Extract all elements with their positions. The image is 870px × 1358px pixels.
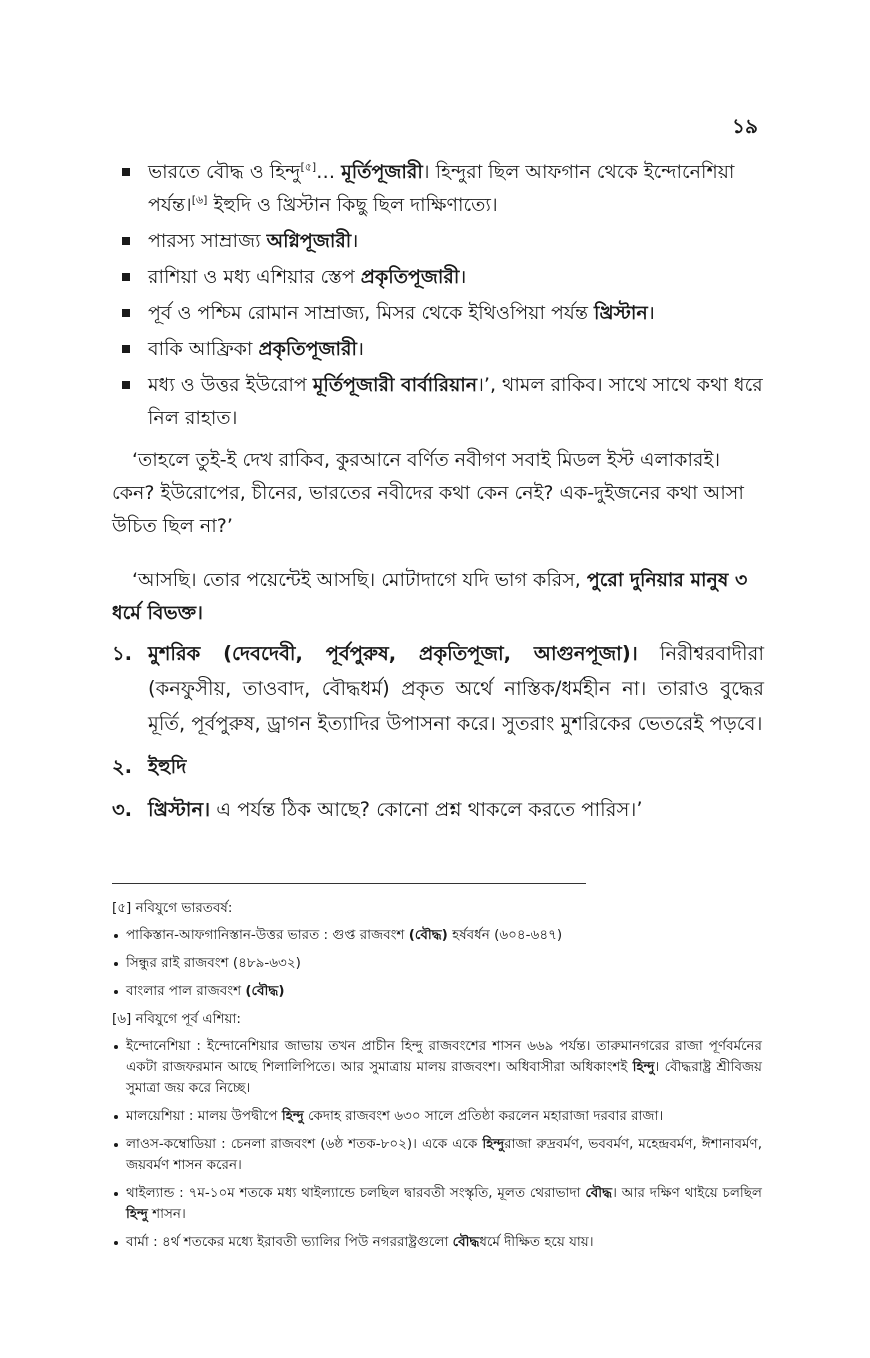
footnote-ref: [৫] [300,160,317,174]
paragraph-answer: ‘আসছি। তোর পয়েন্টেই আসছি। মোটাদাগে যদি ভাগ করিস, পুরো দুনিয়ার মানুষ ৩ ধর্মে বিভক্ত। [112,569,748,624]
footnote-divider [112,883,586,884]
footnote-heading: [৫] নবিযুগে ভারতবর্ষ: [112,900,233,916]
bullet-dot-icon [114,1143,118,1147]
list-item: রাশিয়া ও মধ্য এশিয়ার স্তেপ প্রকৃতিপূজারী। [112,261,764,294]
bullet-square-icon [122,168,130,176]
list-item: বাংলার পাল রাজবংশ (বৌদ্ধ) [112,981,762,1002]
bullet-square-icon [122,273,130,281]
page-number: ১৯ [732,114,758,138]
list-item: ৩. খ্রিস্টান। এ পর্যন্ত ঠিক আছে? কোনো প্রশ্ন থাকলে করতে পারিস।’ [112,798,643,821]
paragraph-question: ‘তাহলে তুই-ই দেখ রাকিব, কুরআনে বর্ণিত নবীগণ সবাই মিডল ইস্ট এলাকারই। কেন? ইউরোপের, চীনের, ভারতের নবীদের কথা কেন নেই? এক-দুইজনের কথা আসা উচিত ছিল না?’ [112,449,744,537]
bullet-square-icon [122,345,130,353]
list-item: লাওস-কম্বোডিয়া : চেনলা রাজবংশ (৬ষ্ঠ শতক-৮০২)। একে একে হিন্দুরাজা রুদ্রবর্মণ, ভববর্মণ, মহেন্দ্রবর্মণ, ঈশানাবর্মণ, জয়বর্মণ শাসন করেন। [112,1134,762,1176]
list-item: বার্মা : ৪র্থ শতকের মধ্যে ইরাবতী ভ্যালির পিউ নগররাষ্ট্রগুলো বৌদ্ধধর্মে দীক্ষিত হয়ে যায়। [112,1232,762,1253]
footnote-heading: [৬] নবিযুগে পূর্ব এশিয়া: [112,1011,241,1027]
bullet-square-icon [122,309,130,317]
footnote-ref: [৬] [191,193,208,207]
list-item: পাকিস্তান-আফগানিস্তান-উত্তর ভারত : গুপ্ত রাজবংশ (বৌদ্ধ) হর্ষবর্ধন (৬০৪-৬৪৭) [112,925,762,946]
bullet-dot-icon [114,1115,118,1119]
footnote-list [112,925,762,1002]
bullet-square-icon [122,237,130,245]
list-item: পূর্ব ও পশ্চিম রোমান সাম্রাজ্য, মিসর থেকে ইথিওপিয়া পর্যন্ত খ্রিস্টান। [112,297,764,330]
list-item: ২. ইহুদি [112,755,187,778]
footnote-list [112,1036,762,1253]
bullet-dot-icon [114,1192,118,1196]
list-item: মধ্য ও উত্তর ইউরোপ মূর্তিপূজারী বার্বারিয়ান।’, থামল রাকিব। সাথে সাথে কথা ধরে নিল রাহাত। [112,369,764,435]
list-item: ভারতে বৌদ্ধ ও হিন্দু[৫]… মূর্তিপূজারী। হিন্দুরা ছিল আফগান থেকে ইন্দোনেশিয়া পর্যন্ত।[৬] ইহুদি ও খ্রিস্টান কিছু ছিল দাক্ষিণাত্যে। [112,156,764,222]
footnotes [112,896,762,1260]
list-item: থাইল্যান্ড : ৭ম-১০ম শতকে মধ্য থাইল্যান্ডে চলছিল দ্বারবতী সংস্কৃতি, মূলত থেরাভাদা বৌদ্ধ। আর দক্ষিণ থাইয়ে চলছিল হিন্দু শাসন। [112,1183,762,1225]
list-item: ১. মুশরিক (দেবদেবী, পূর্বপুরুষ, প্রকৃতিপূজা, আগুনপূজা)। নিরীশ্বরবাদীরা (কনফুসীয়, তাওবাদ, বৌদ্ধধর্ম) প্রকৃত অর্থে নাস্তিক/ধর্মহীন না। তারাও বুদ্ধের মূর্তি, পূর্বপুরুষ, ড্রাগন ইত্যাদির উপাসনা করে। সুতরাং মুশরিকের ভেতরেই পড়বে। [112,642,765,735]
list-item: মালয়েশিয়া : মালয় উপদ্বীপে হিন্দু কেদাহ রাজবংশ ৬৩০ সালে প্রতিষ্ঠা করলেন মহারাজা দরবার রাজা। [112,1106,762,1127]
bullet-list [112,156,764,438]
list-item: ইন্দোনেশিয়া : ইন্দোনেশিয়ার জাভায় তখন প্রাচীন হিন্দু রাজবংশের শাসন ৬৬৯ পর্যন্ত। তারুমানগরের রাজা পূর্ণবর্মনের একটা রাজফরমান আছে শিলালিপিতে। আর সুমাত্রায় মালয় রাজবংশ। অধিবাসীরা অধিকাংশই হিন্দু। বৌদ্ধরাষ্ট্র শ্রীবিজয় সুমাত্রা জয় করে নিচ্ছে। [112,1036,762,1099]
bullet-dot-icon [114,1045,118,1049]
numbered-list [112,636,764,835]
bullet-square-icon [122,381,130,389]
bullet-dot-icon [114,990,118,994]
list-item: পারস্য সাম্রাজ্য অগ্নিপূজারী। [112,225,764,258]
bullet-dot-icon [114,962,118,966]
list-item: বাকি আফ্রিকা প্রকৃতিপূজারী। [112,333,764,366]
bullet-dot-icon [114,934,118,938]
bullet-dot-icon [114,1241,118,1245]
list-item: সিন্ধুর রাই রাজবংশ (৪৮৯-৬৩২) [112,953,762,974]
